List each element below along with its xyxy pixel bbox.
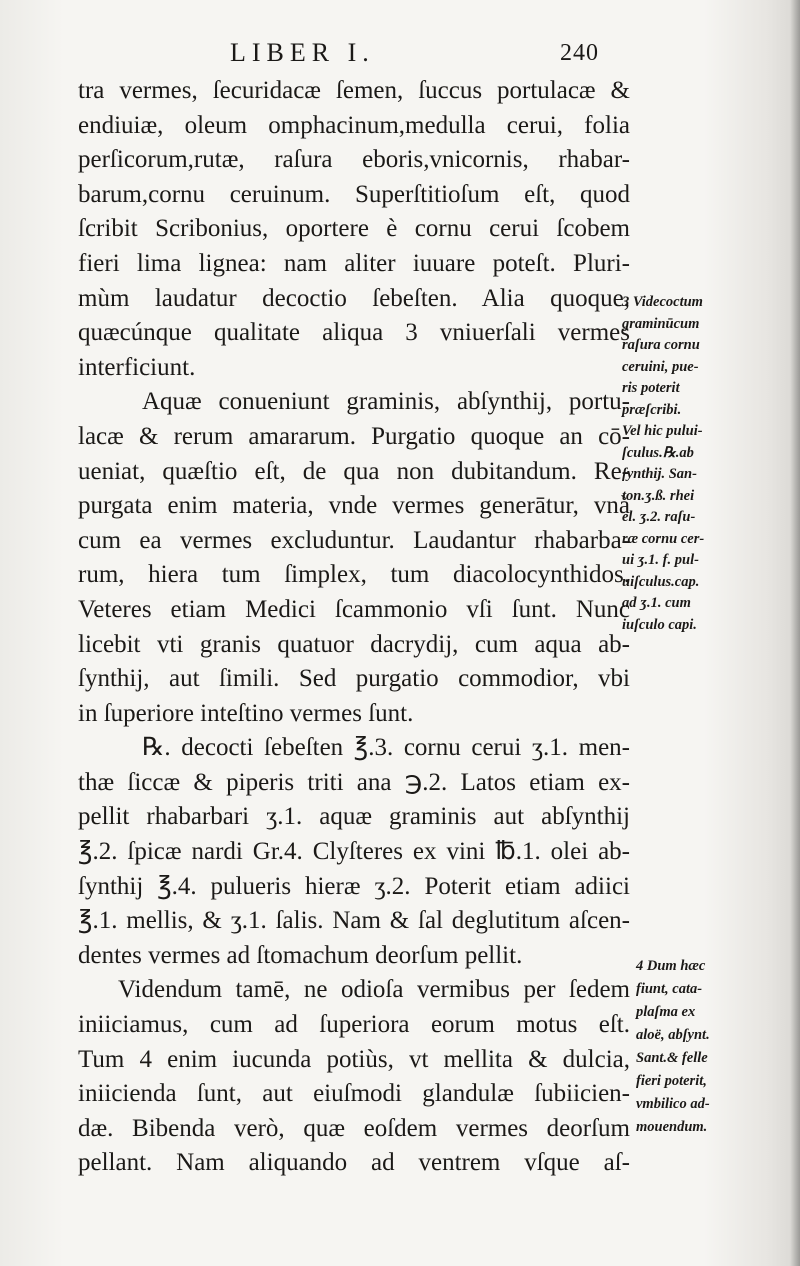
text-line: purgata enim materia, vnde vermes generātur, vnà [78,492,630,520]
text-line: ℥.2. ſpicæ nardi Gr.4. Clyſteres ex vini ℔.1. olei ab- [78,838,630,866]
main-text-column [78,74,630,1181]
page-binding-edge [790,0,800,1266]
text-line: rum, hiera tum ſimplex, tum diacolocynthidos. [78,561,630,589]
text-line: ueniat, quæſtio eſt, de qua non dubitandum. Re- [78,457,630,485]
text-line: perſicorum,rutæ, raſura eboris,vnicornis, rhabar- [78,146,630,174]
text-line: mùm laudatur decoctio ſebeſten. Alia quoque, [78,284,630,312]
marginal-note-3 [622,292,704,636]
page-number: 240 [560,40,599,66]
marginal-note-line: ui ʒ.1. f. pul- [622,552,699,568]
running-head: LIBER I. [230,38,375,67]
text-line: Veteres etiam Medici ſcammonio vſi ſunt. Nunc [78,595,630,623]
marginal-note-line: vmbilico ad- [636,1096,710,1112]
text-line: tra vermes, ſecuridacæ ſemen, ſuccus portulacæ & [78,77,630,104]
marginal-note-line: præſcribi. [622,401,682,418]
text-line: ſcribit Scribonius, oportere è cornu cerui ſcobem [78,215,630,243]
text-line: ſynthij ℥.4. pulueris hieræ ʒ.2. Poterit etiam adiici [78,872,630,900]
marginal-note-line: ſynthij. San- [622,466,697,482]
text-line: interficiunt. [78,353,196,381]
marginal-note-line: mouendum. [636,1119,708,1135]
marginal-note-line: graminūcum [622,315,700,332]
text-line: dentes vermes ad ſtomachum deorſum pellit. [78,941,523,969]
marginal-note-line: plaſma ex [636,1004,696,1020]
text-line: barum,cornu ceruinum. Superſtitioſum eſt, quod [78,180,630,208]
marginal-note-line: ad ʒ.1. cum [622,595,691,611]
marginal-note-line: iuſculo capi. [622,616,697,633]
text-line: in ſuperiore inteſtino vermes ſunt. [78,699,414,727]
text-line: pellit rhabarbari ʒ.1. aquæ graminis aut abſynthij [78,803,630,831]
marginal-note-line: ceruini, pue- [622,358,699,375]
text-line: endiuiæ, oleum omphacinum,medulla cerui, folia [78,111,630,139]
text-line: iniicienda ſunt, aut eiuſmodi glandulæ ſubiicien- [78,1080,630,1108]
text-line: dæ. Bibenda verò, quæ eoſdem vermes deorſum [78,1114,630,1142]
marginal-note-line: ræ cornu cer- [622,530,705,547]
text-line: cum ea vermes excluduntur. Laudantur rhabarba- [78,526,630,554]
recipe-line: ℞. decocti ſebeſten ℥.3. cornu cerui ʒ.1. men- [142,734,630,762]
marginal-note-4 [636,955,710,1139]
text-line: pellant. Nam aliquando ad ventrem vſque aſ- [78,1149,630,1177]
marginal-note-line: 4 Dum hæc [636,958,706,974]
marginal-note-line: raſura cornu [622,337,700,353]
marginal-note-line: fiunt, cata- [636,981,703,997]
text-line: lacæ & rerum amararum. Purgatio quoque an cō- [78,422,630,450]
text-line: Videndum tamē, ne odioſa vermibus per ſedem [118,976,630,1004]
marginal-note-line: fieri poterit, [636,1073,707,1089]
text-line: thæ ſiccæ & piperis triti ana ℈.2. Latos etiam ex- [78,768,630,796]
text-line: fieri lima lignea: nam aliter iuuare poteſt. Pluri- [78,249,630,277]
text-line: Tum 4 enim iucunda potiùs, vt mellita & dulcia, [78,1045,630,1073]
marginal-note-line: Sant.& felle [636,1050,708,1066]
marginal-note-line: aloë, abſynt. [636,1027,710,1043]
marginal-note-line: ris poterit [622,380,680,396]
text-line: ſynthij, aut ſimili. Sed purgatio commodior, vbi [78,665,630,693]
marginal-note-line: el. ʒ.2. raſu- [622,509,696,525]
text-line: iniiciamus, cum ad ſuperiora eorum motus eſt. [78,1011,630,1039]
marginal-note-line: Vel hic pului- [622,423,703,439]
marginal-note-line: 3 Videcoctum [622,294,703,310]
text-line: licebit vti granis quatuor dacrydij, cum aqua ab- [78,630,630,658]
text-line: quæcúnque qualitate aliqua 3 vniuerſali vermes [78,319,630,347]
marginal-note-line: ton.ʒ.ß. rhei [622,487,695,504]
text-line: ℥.1. mellis, & ʒ.1. ſalis. Nam & ſal deglutitum aſcen- [78,907,630,935]
text-line: Aquæ conueniunt graminis, abſynthij, portu- [142,388,630,416]
marginal-note-line: ſculus.℞.ab [622,444,694,461]
marginal-note-line: uiſculus.cap. [622,573,700,590]
